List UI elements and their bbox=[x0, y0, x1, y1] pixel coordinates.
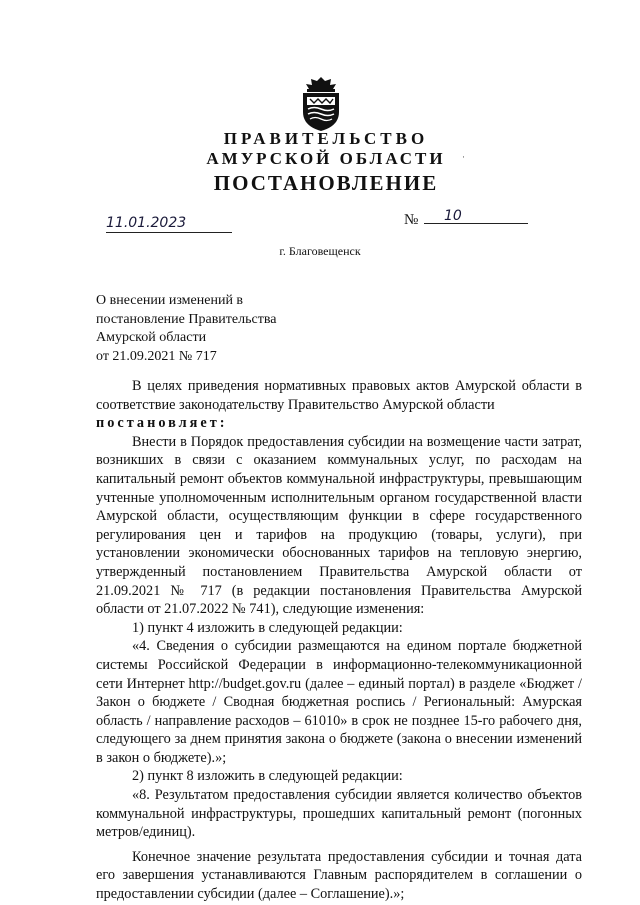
subject-line: от 21.09.2021 № 717 bbox=[96, 348, 217, 364]
body-paragraph: «4. Сведения о субсидии размещаются на едином портале бюджетной системы Российской Федерации в информационно-телекоммуникационной сети Интернет http://budget.gov.ru (далее – единый портал) в разделе «Бюджет / Закон о бюджете / Сводная бюджетная роспись / Региональный: Амурская область / направление расходов – 61010» в срок не позднее 15-го рабочего дня, следующего за днем принятия закона о бюджете (закона о внесении изменений в закон о бюджете).»; bbox=[96, 638, 582, 766]
number-label: № bbox=[404, 212, 419, 228]
body-paragraph: 2) пункт 8 изложить в следующей редакции: bbox=[132, 768, 403, 785]
document-date: 11.01.2023 bbox=[106, 214, 232, 233]
body-paragraph: Внести в Порядок предоставления субсидии на возмещение части затрат, возникших в связи с оказанием коммунальных услуг, по расходам на капитальный ремонт объектов коммунальной инфраструктуры, превышающим учтенные уполномоченным исполнительным органом государственной власти Амурской области, осуществляющим функции в сфере государственного регулирования цен и тарифов на продукцию (товары, услуги), при установлении экономически обоснованных тарифов на тепловую энергию, утвержденный постановлением Правительства Амурской области от 21.09.2021 № 717 (в редакции постановления Правительства Амурской области от 21.07.2022 № 741), следующие изменения: bbox=[96, 433, 582, 618]
intro-paragraph: В целях приведения нормативных правовых актов Амурской области в соответствие законодательству Правительство Амурской области bbox=[96, 378, 582, 413]
document-type-title: ПОСТАНОВЛЕНИЕ bbox=[213, 171, 439, 195]
document-body bbox=[96, 377, 582, 904]
document-subject bbox=[96, 292, 276, 366]
body-paragraph: Конечное значение результата предоставления субсидии и точная дата его завершения устанавливаются Главным распорядителем в соглашении о предоставлении субсидии (далее – Соглашение).»; bbox=[96, 848, 582, 903]
amur-oblast-coat-of-arms-icon bbox=[298, 76, 344, 132]
body-paragraph: «8. Результатом предоставления субсидии является количество объектов коммунальной инфраструктуры, прошедших капитальный ремонт (погонных метров/единиц). bbox=[96, 787, 582, 841]
document-city: г. Благовещенск bbox=[279, 244, 361, 258]
document-number: 10 bbox=[424, 208, 528, 224]
subject-line: О внесении изменений в bbox=[96, 293, 244, 308]
subject-line: Амурской области bbox=[96, 330, 207, 345]
header-region: АМУРСКОЙ ОБЛАСТИ bbox=[206, 149, 446, 168]
body-paragraph: 1) пункт 4 изложить в следующей редакции: bbox=[132, 619, 403, 636]
scan-speck: · bbox=[462, 152, 465, 162]
subject-line: постановление Правительства bbox=[96, 311, 277, 327]
resolves-keyword: постановляет: bbox=[96, 415, 228, 432]
header-government: ПРАВИТЕЛЬСТВО bbox=[223, 129, 429, 148]
